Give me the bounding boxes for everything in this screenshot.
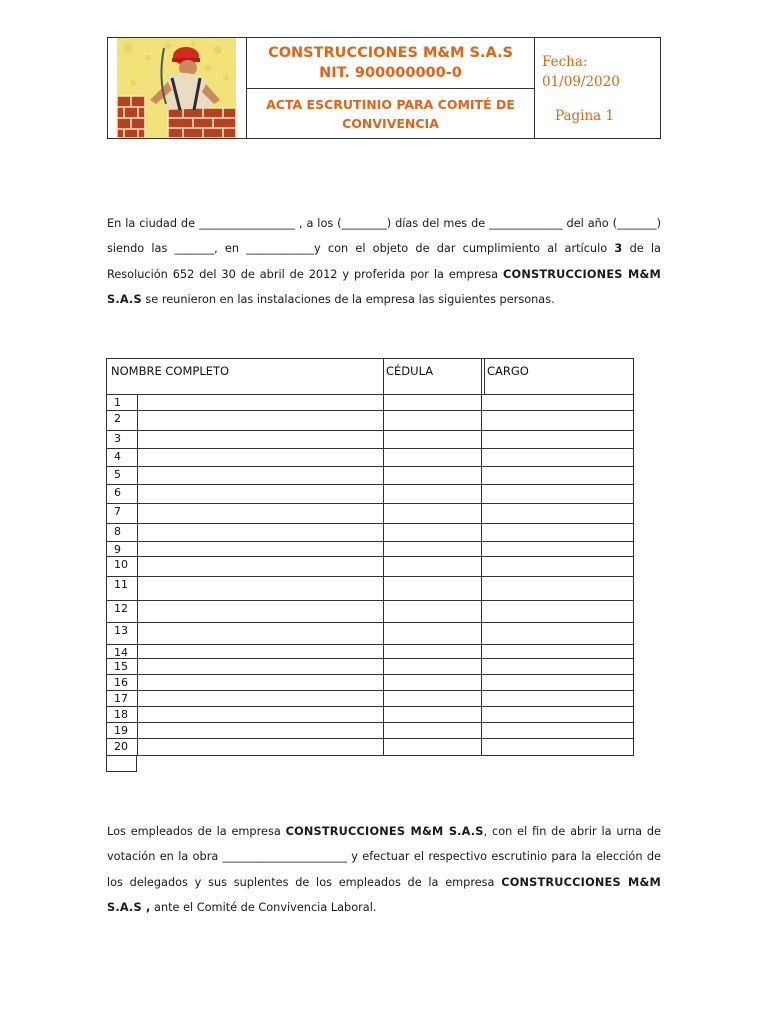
cell-divider xyxy=(481,623,482,644)
header-title-column xyxy=(247,38,535,138)
cell-divider xyxy=(383,577,384,600)
cell-divider xyxy=(383,542,384,556)
cell-divider xyxy=(481,557,482,576)
row-number: 7 xyxy=(114,505,121,518)
cell-divider xyxy=(383,485,384,503)
cell-divider xyxy=(383,467,384,484)
row-number: 12 xyxy=(114,602,128,615)
cell-divider xyxy=(481,524,482,541)
table-row xyxy=(106,557,634,577)
cell-divider xyxy=(137,504,138,523)
cell-divider xyxy=(383,707,384,722)
attendees-table xyxy=(106,358,634,756)
row-number: 14 xyxy=(114,646,128,659)
cell-divider xyxy=(383,623,384,644)
cell-divider xyxy=(383,431,384,448)
row-number: 3 xyxy=(114,432,121,445)
cell-divider xyxy=(137,395,138,410)
table-row xyxy=(106,431,634,449)
intro-text-2: de la Resolución 652 del 30 de abril de 2012 y proferida por la empresa xyxy=(107,242,661,281)
company-logo-image xyxy=(108,38,247,138)
cell-divider xyxy=(383,411,384,430)
cell-divider xyxy=(481,395,482,410)
cell-divider xyxy=(481,431,482,448)
cell-divider xyxy=(481,739,482,755)
table-row xyxy=(106,449,634,467)
table-row xyxy=(106,504,634,524)
header-date-column xyxy=(535,38,660,138)
cell-divider xyxy=(481,601,482,622)
row-number: 6 xyxy=(114,486,121,499)
table-row xyxy=(106,623,634,645)
table-row xyxy=(106,485,634,504)
cell-divider xyxy=(481,723,482,738)
document-title-line2: CONVIVENCIA xyxy=(342,115,439,131)
company-nit: NIT. 900000000-0 xyxy=(319,65,462,81)
row-number: 8 xyxy=(114,525,121,538)
row-number: 10 xyxy=(114,558,128,571)
intro-text-3: se reunieron en las instalaciones de la empresa las siguientes personas. xyxy=(141,292,555,306)
table-row xyxy=(106,707,634,723)
intro-bold-article: 3 xyxy=(614,242,623,256)
row-number: 5 xyxy=(114,468,121,481)
cell-divider xyxy=(481,707,482,722)
cell-divider xyxy=(137,645,138,658)
cell-divider xyxy=(137,467,138,484)
table-row xyxy=(106,645,634,659)
date-label: Fecha: xyxy=(542,54,588,70)
cell-divider xyxy=(137,623,138,644)
cell-divider xyxy=(137,577,138,600)
cell-divider xyxy=(383,691,384,706)
cell-divider xyxy=(383,395,384,410)
header-cedula: CÉDULA xyxy=(386,364,434,378)
row-number: 19 xyxy=(114,724,128,737)
cell-divider xyxy=(481,675,482,690)
row-number: 4 xyxy=(114,450,121,463)
row-number: 16 xyxy=(114,676,128,689)
closing-bold-company-2: CONSTRUCCIONES M&M S.A.S , xyxy=(107,875,661,914)
cell-divider xyxy=(481,504,482,523)
table-row xyxy=(106,577,634,601)
cell-divider xyxy=(137,707,138,722)
cell-divider xyxy=(383,739,384,755)
table-header-row xyxy=(106,358,634,395)
cell-divider xyxy=(137,449,138,466)
cell-divider xyxy=(481,485,482,503)
document-title-block xyxy=(247,89,534,138)
cell-divider xyxy=(137,723,138,738)
table-row xyxy=(106,601,634,623)
cell-divider xyxy=(383,504,384,523)
closing-text-2: , con el fin de abrir la urna de votación en la obra ______________________ y efectuar el respectivo escrutinio para la elección de los delegados y sus suplentes de los empleados de la empresa xyxy=(107,825,661,889)
cell-divider xyxy=(481,449,482,466)
row-number: 9 xyxy=(114,543,121,556)
cell-divider xyxy=(137,557,138,576)
cell-divider xyxy=(481,691,482,706)
cell-divider xyxy=(137,485,138,503)
cell-divider xyxy=(383,645,384,658)
row-number: 20 xyxy=(114,740,128,753)
intro-paragraph xyxy=(107,211,661,312)
cell-divider xyxy=(383,601,384,622)
table-row xyxy=(106,675,634,691)
cell-divider xyxy=(137,659,138,674)
header-divider xyxy=(383,359,384,394)
closing-text-3: ante el Comité de Convivencia Laboral. xyxy=(150,900,377,914)
closing-bold-company: CONSTRUCCIONES M&M S.A.S xyxy=(285,825,484,838)
construction-worker-illustration xyxy=(108,38,246,138)
table-row xyxy=(106,524,634,542)
cell-divider xyxy=(137,524,138,541)
cell-divider xyxy=(137,542,138,556)
header-divider xyxy=(481,359,482,394)
cell-divider xyxy=(481,659,482,674)
table-row xyxy=(106,467,634,485)
table-row xyxy=(106,723,634,739)
cell-divider xyxy=(383,675,384,690)
cell-divider xyxy=(137,411,138,430)
company-name: CONSTRUCCIONES M&M S.A.S xyxy=(268,45,513,61)
cell-divider xyxy=(137,691,138,706)
row-number: 1 xyxy=(114,396,121,409)
cell-divider xyxy=(481,542,482,556)
date-value: 01/09/2020 xyxy=(542,74,620,90)
table-row xyxy=(106,411,634,431)
closing-text-1: Los empleados de la empresa xyxy=(107,825,286,838)
table-body xyxy=(106,395,634,756)
cell-divider xyxy=(383,449,384,466)
row-number: 18 xyxy=(114,708,128,721)
page-number: Pagina 1 xyxy=(555,108,615,124)
cell-divider xyxy=(481,645,482,658)
cell-divider xyxy=(137,601,138,622)
document-title-line1: ACTA ESCRUTINIO PARA COMITÉ DE xyxy=(266,96,515,112)
document-header xyxy=(107,37,661,139)
header-cargo: CARGO xyxy=(487,364,529,378)
cell-divider xyxy=(383,659,384,674)
cell-divider xyxy=(137,739,138,755)
cell-divider xyxy=(137,431,138,448)
table-row xyxy=(106,691,634,707)
header-divider xyxy=(484,359,485,394)
intro-bold-company: CONSTRUCCIONES M&M S.A.S xyxy=(107,267,661,306)
closing-paragraph xyxy=(107,819,661,920)
cell-divider xyxy=(481,577,482,600)
cell-divider xyxy=(383,524,384,541)
header-nombre-completo: NOMBRE COMPLETO xyxy=(111,364,230,378)
cell-divider xyxy=(481,467,482,484)
row-number: 2 xyxy=(114,412,121,425)
company-name-block xyxy=(247,38,534,89)
cell-divider xyxy=(481,411,482,430)
row-number: 15 xyxy=(114,660,128,673)
table-row xyxy=(106,739,634,756)
table-row xyxy=(106,659,634,675)
table-row xyxy=(106,542,634,557)
table-tail-cell xyxy=(106,756,137,772)
cell-divider xyxy=(383,723,384,738)
row-number: 11 xyxy=(114,578,128,591)
cell-divider xyxy=(137,675,138,690)
row-number: 17 xyxy=(114,692,128,705)
table-row xyxy=(106,395,634,411)
cell-divider xyxy=(383,557,384,576)
intro-text-1: En la ciudad de _________________ , a los (________) días del mes de _____________ del año (_______) siendo las _______, en ____________y con el objeto de dar cumplimiento al artículo xyxy=(107,217,661,256)
row-number: 13 xyxy=(114,624,128,637)
